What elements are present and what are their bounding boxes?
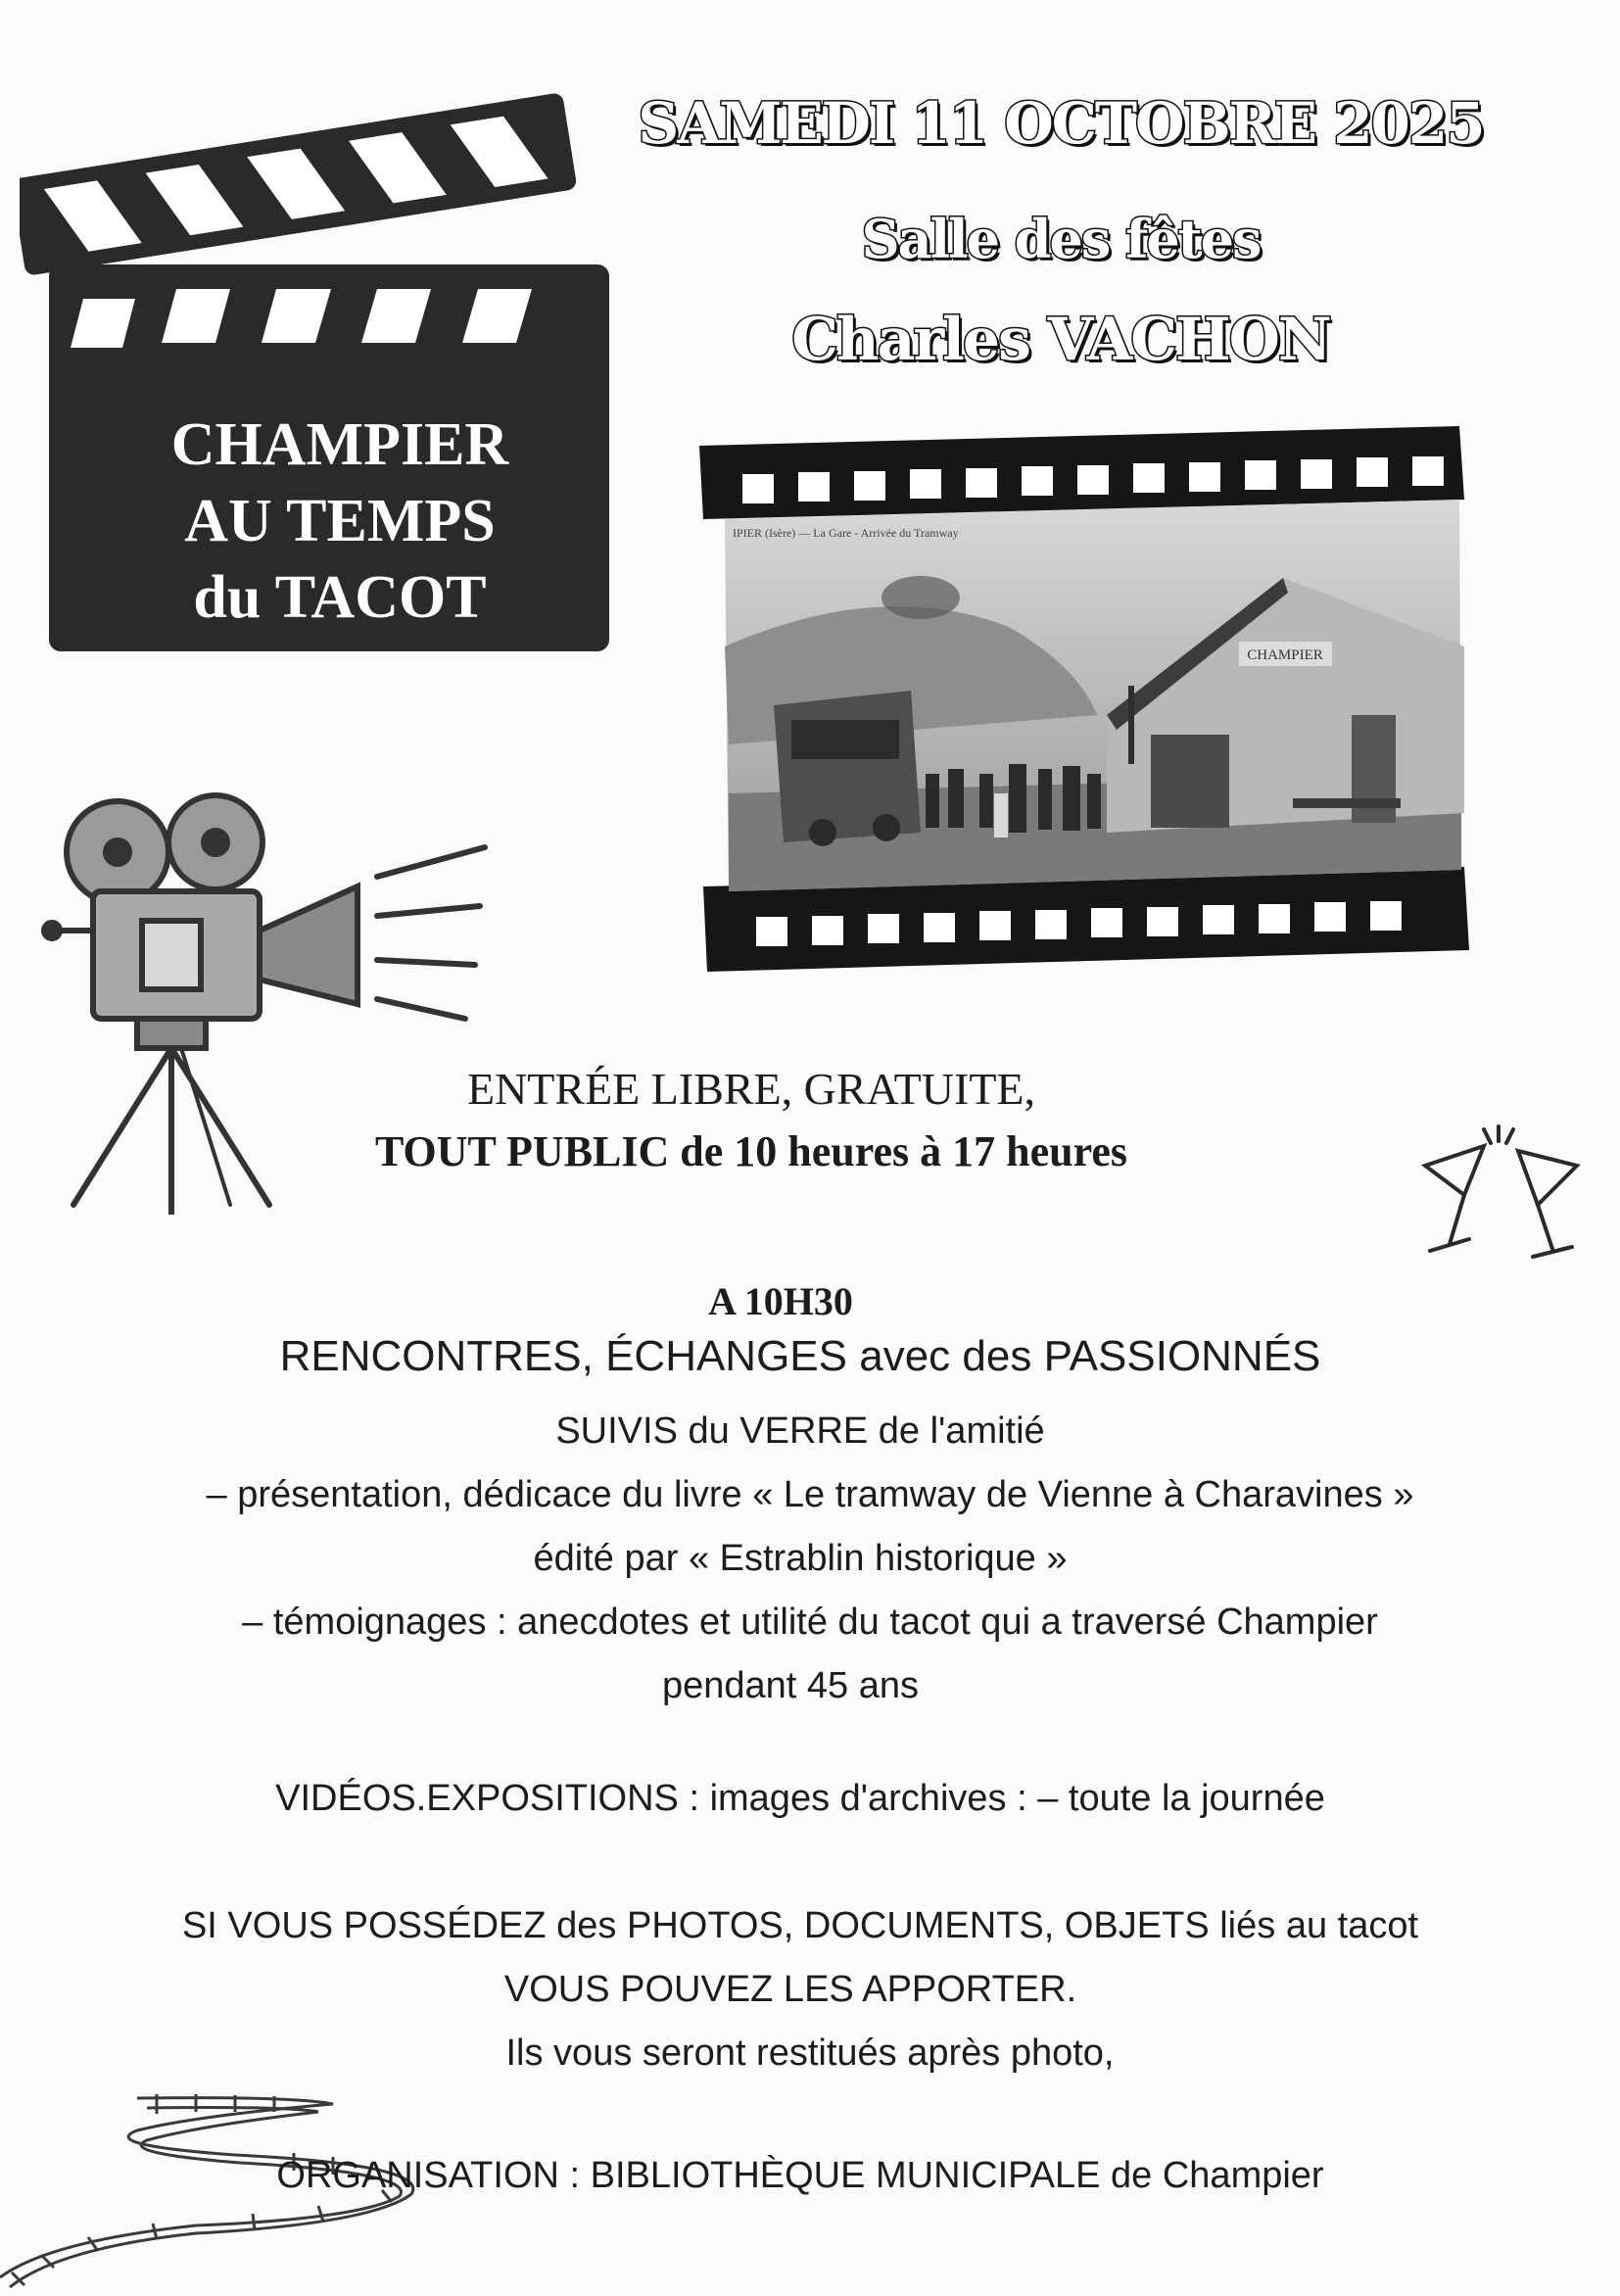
program-time: A 10H30 (708, 1279, 853, 1323)
station-sign: CHAMPIER (1247, 647, 1323, 663)
admission-line2: TOUT PUBLIC de 10 heures à 17 heures (374, 1127, 1128, 1175)
archive-photo (725, 500, 1464, 891)
clapperboard (20, 59, 627, 666)
clapperboard-title (80, 407, 599, 636)
program-line1: SUIVIS du VERRE de l'amitié (555, 1411, 1045, 1452)
event-venue: Salle des fêtes (861, 208, 1261, 270)
program-line3: édité par « Estrablin historique » (533, 1538, 1068, 1579)
program-heading: RENCONTRES, ÉCHANGES avec des PASSIONNÉS (279, 1332, 1321, 1380)
call-line2: VOUS POUVEZ LES APPORTER. (503, 1969, 1077, 2010)
film-strip-graphic (686, 421, 1469, 980)
photo-caption: IPIER (Isère) — La Gare - Arrivée du Tramway (733, 526, 959, 540)
film-strip (686, 421, 1469, 980)
organisation-line: ORGANISATION : BIBLIOTHÈQUE MUNICIPALE de Champier (276, 2155, 1324, 2196)
program-line2: – présentation, dédicace du livre « Le tramway de Vienne à Charavines » (206, 1474, 1414, 1515)
program-line4: – témoignages : anecdotes et utilité du tacot qui a traversé Champier (242, 1602, 1378, 1643)
admission-line1: ENTRÉE LIBRE, GRATUITE, (466, 1064, 1036, 1114)
clapperboard-title-line3: du TACOT (193, 564, 487, 631)
program-line5: pendant 45 ans (661, 1665, 919, 1706)
clapperboard-title-line2: AU TEMPS (184, 488, 496, 554)
event-hall: Charles VACHON (791, 306, 1330, 374)
call-line3: Ils vous seront restitués après photo, (505, 2033, 1115, 2074)
videos-line: VIDÉOS.EXPOSITIONS : images d'archives : – toute la journée (275, 1778, 1325, 1819)
event-date: SAMEDI 11 OCTOBRE 2025 (638, 90, 1484, 157)
call-line1: SI VOUS POSSÉDEZ des PHOTOS, DOCUMENTS, OBJETS liés au tacot (181, 1905, 1419, 1946)
clapperboard-title-line1: CHAMPIER (170, 411, 509, 478)
